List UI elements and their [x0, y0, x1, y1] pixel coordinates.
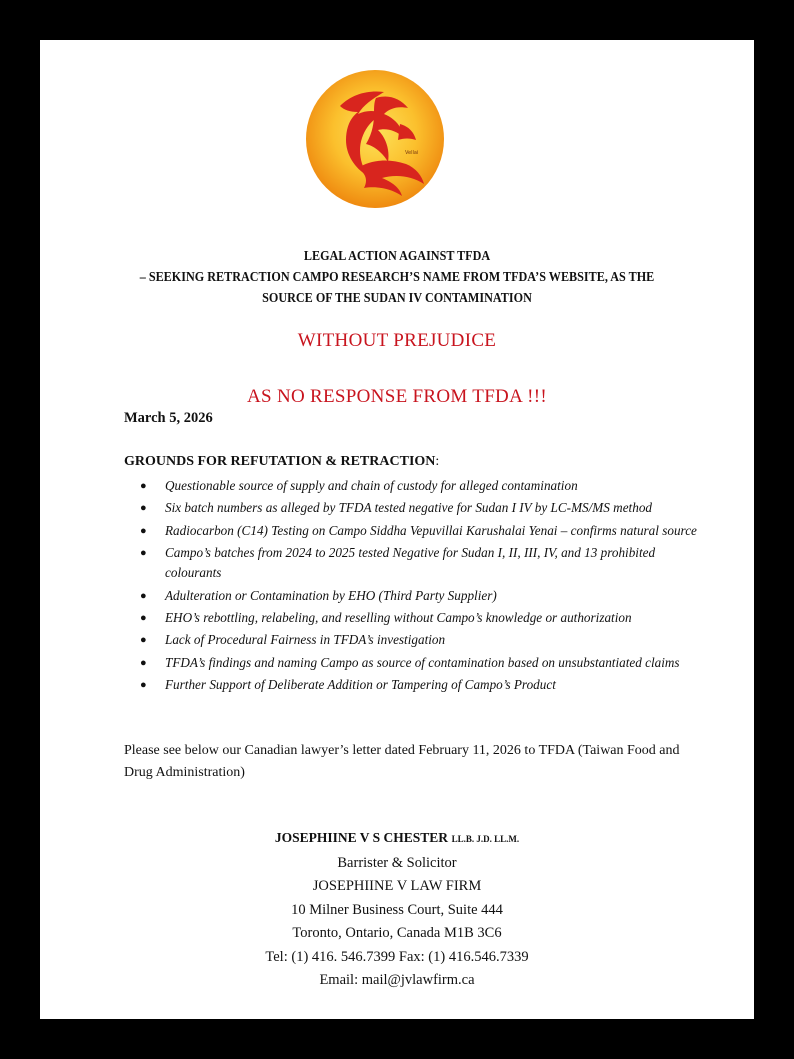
list-item: [140, 498, 700, 518]
list-item: [140, 476, 700, 496]
signature-address-2: Toronto, Ontario, Canada M1B 3C6: [292, 925, 502, 941]
campo-logo-icon: [304, 68, 446, 210]
grounds-title: [124, 454, 439, 470]
list-item-text: Six batch numbers as alleged by TFDA tested negative for Sudan I IV by LC-MS/MS method: [165, 500, 653, 516]
list-item: [140, 543, 700, 583]
bullet-icon: ●: [140, 589, 147, 602]
signature-phone: Tel: (1) 416. 546.7399 Fax: (1) 416.546.7339: [265, 948, 529, 965]
signature-block: [40, 826, 754, 993]
grounds-list: [140, 476, 700, 698]
without-prejudice-notice: WITHOUT PREJUDICE: [297, 330, 497, 351]
list-item-text: Questionable source of supply and chain of custody for alleged contamination: [165, 478, 578, 493]
list-item-text: EHO’s rebottling, relabeling, and reselling without Campo’s knowledge or authorization: [165, 609, 632, 625]
logo-small-text: Vellai: [405, 150, 419, 156]
list-item-text: Lack of Procedural Fairness in TFDA’s investigation: [165, 632, 446, 648]
grounds-title-colon: :: [435, 454, 440, 469]
list-item-text: Adulteration or Contamination by EHO (Third Party Supplier): [165, 587, 497, 603]
document-heading: [76, 245, 719, 308]
bullet-icon: ●: [140, 524, 147, 537]
signature-title: Barrister & Solicitor: [337, 854, 457, 871]
signature-firm: JOSEPHIINE V LAW FIRM: [312, 878, 482, 894]
bullet-icon: ●: [140, 480, 147, 492]
list-item-text: Campo’s batches from 2024 to 2025 tested Negative for Sudan I, II, III, IV, and 13 prohibited colourants: [165, 545, 656, 581]
signature-email: Email: mail@jvlawfirm.ca: [319, 972, 475, 988]
bullet-icon: ●: [140, 656, 147, 669]
heading-line-2: – SEEKING RETRACTION CAMPO RESEARCH’S NAME FROM TFDA’S WEBSITE, AS THE: [139, 269, 655, 284]
list-item: [140, 586, 700, 606]
list-item-text: Radiocarbon (C14) Testing on Campo Siddha Vepuvillai Karushalai Yenai – confirms natural source: [165, 522, 697, 538]
signature-address-1: 10 Milner Business Court, Suite 444: [291, 901, 503, 918]
bullet-icon: ●: [140, 679, 147, 692]
signature-name: JOSEPHIINE V S CHESTER: [274, 830, 449, 845]
bullet-icon: ●: [140, 502, 147, 515]
no-response-notice: AS NO RESPONSE FROM TFDA !!!: [247, 386, 547, 407]
bullet-icon: ●: [140, 547, 147, 560]
list-item: [140, 521, 700, 541]
heading-line-1: LEGAL ACTION AGAINST TFDA: [303, 248, 491, 263]
list-item: [140, 608, 700, 628]
list-item: [140, 630, 700, 650]
bullet-icon: ●: [140, 611, 147, 624]
signature-name-line: [40, 826, 754, 852]
logo-graphic: [304, 68, 446, 210]
list-item: [140, 675, 700, 695]
list-item: [140, 653, 700, 673]
heading-line-3: SOURCE OF THE SUDAN IV CONTAMINATION: [262, 290, 532, 305]
grounds-title-text: GROUNDS FOR REFUTATION & RETRACTION: [124, 454, 436, 469]
document-date: March 5, 2026: [124, 410, 213, 426]
document-page: [40, 40, 754, 1019]
bullet-icon: ●: [140, 634, 147, 647]
signature-credentials: LL.B. J.D. LL.M.: [451, 834, 520, 844]
list-item-text: Further Support of Deliberate Addition or Tampering of Campo’s Product: [165, 677, 556, 693]
intro-paragraph: Please see below our Canadian lawyer’s letter dated February 11, 2026 to TFDA (Taiwan Food and Drug Administration): [124, 743, 680, 780]
list-item-text: TFDA’s findings and naming Campo as source of contamination based on unsubstantiated claims: [165, 654, 680, 670]
